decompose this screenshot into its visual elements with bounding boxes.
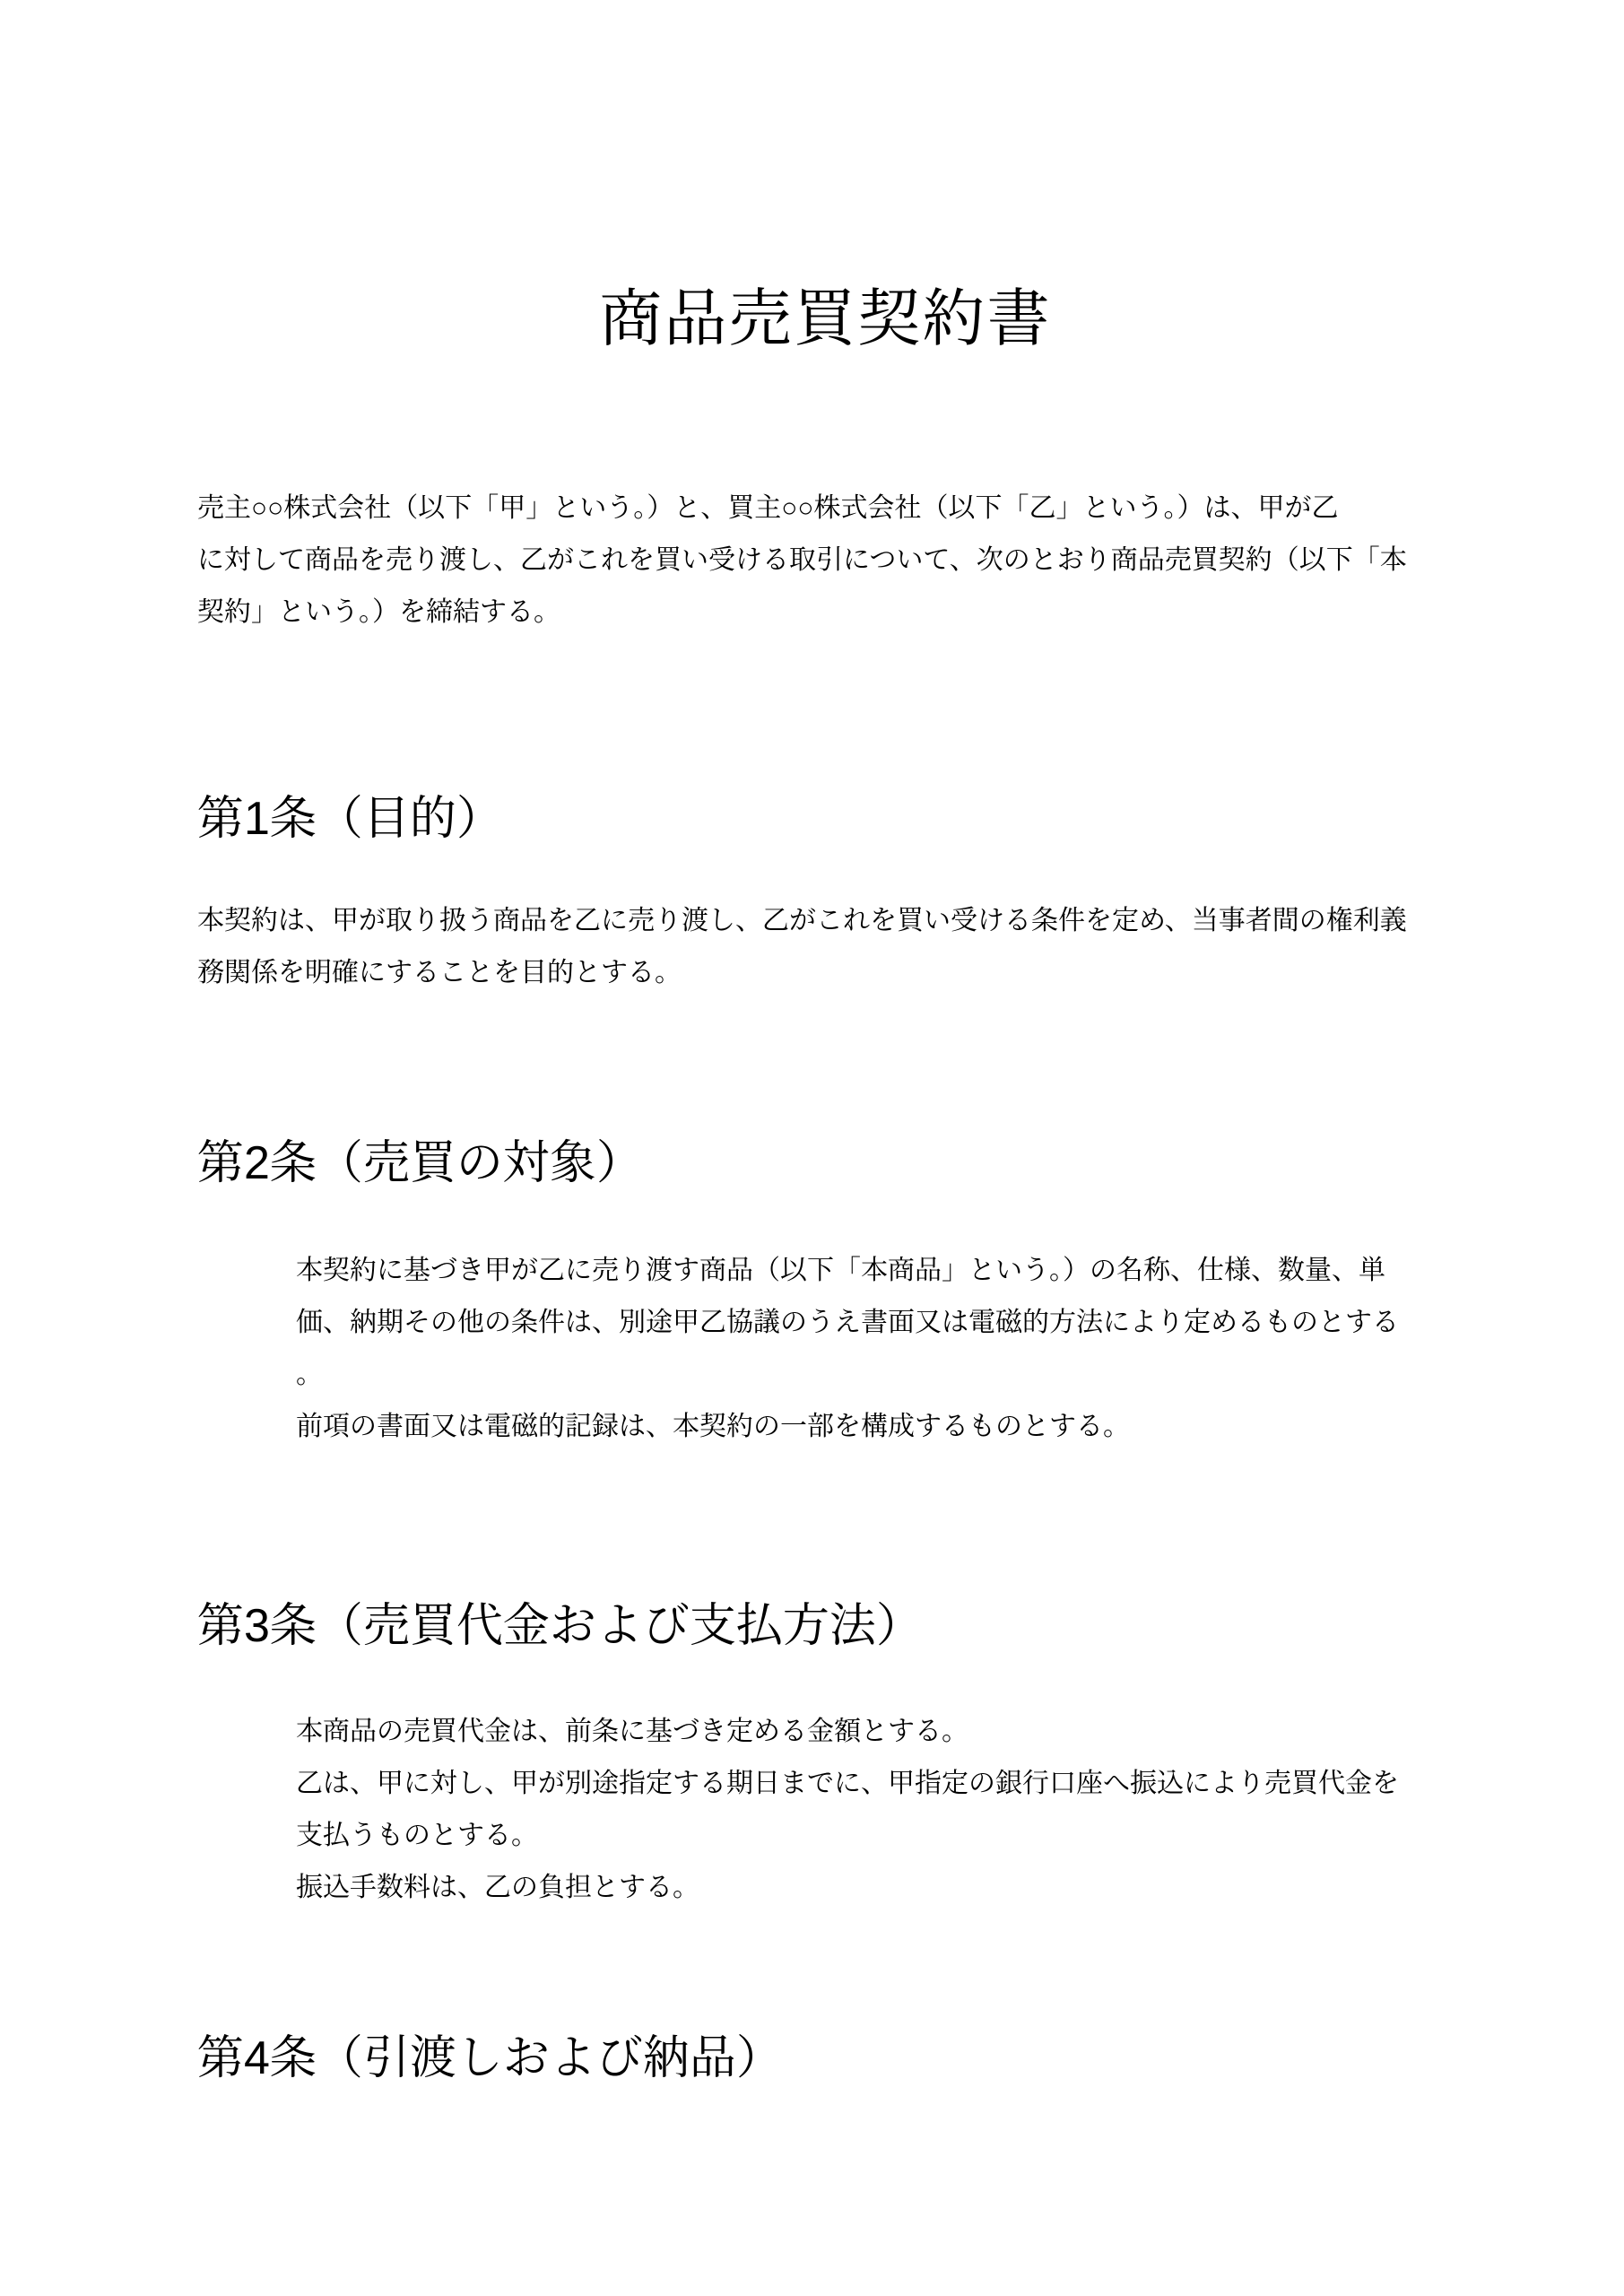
intro-line: に対して商品を売り渡し、乙がこれを買い受ける取引について、次のとおり商品売買契約（以下「本 (197, 545, 1407, 575)
article-3-line: 乙は、甲に対し、甲が別途指定する期日までに、甲指定の銀行口座へ振込により売買代金を (296, 1769, 1399, 1798)
intro-line: 売主○○株式会社（以下「甲」という。）と、買主○○株式会社（以下「乙」という。）は、甲が乙 (197, 493, 1339, 523)
article-2-line: 本契約に基づき甲が乙に売り渡す商品（以下「本商品」という。）の名称、仕様、数量、単 (296, 1256, 1385, 1285)
article-3-line: 本商品の売買代金は、前条に基づき定める金額とする。 (296, 1717, 968, 1746)
intro-line: 契約」という。）を締結する。 (197, 597, 560, 627)
article-2-body (197, 1245, 1454, 1453)
article-2-line: 価、納期その他の条件は、別途甲乙協議のうえ書面又は電磁的方法により定めるものとする (296, 1308, 1399, 1337)
article-4-heading: 第4条（引渡しおよび納品） (197, 2032, 783, 2084)
article-2-line: 。 (296, 1360, 323, 1389)
intro-paragraph (197, 483, 1454, 639)
article-1-heading: 第1条（目的） (197, 793, 503, 845)
article-3-line: 振込手数料は、乙の負担とする。 (296, 1873, 699, 1902)
document-title: 商品売買契約書 (599, 283, 1052, 353)
article-2-heading: 第2条（売買の対象） (197, 1137, 643, 1189)
article-3-heading: 第3条（売買代金および支払方法） (197, 1600, 923, 1652)
article-1-line: 本契約は、甲が取り扱う商品を乙に売り渡し、乙がこれを買い受ける条件を定め、当事者間の権利義 (197, 906, 1407, 935)
article-3-line: 支払うものとする。 (296, 1821, 538, 1850)
article-1-body (197, 895, 1454, 999)
article-2-line: 前項の書面又は電磁的記録は、本契約の一部を構成するものとする。 (296, 1412, 1130, 1441)
article-1-line: 務関係を明確にすることを目的とする。 (197, 958, 682, 987)
article-3-body (197, 1706, 1454, 1914)
